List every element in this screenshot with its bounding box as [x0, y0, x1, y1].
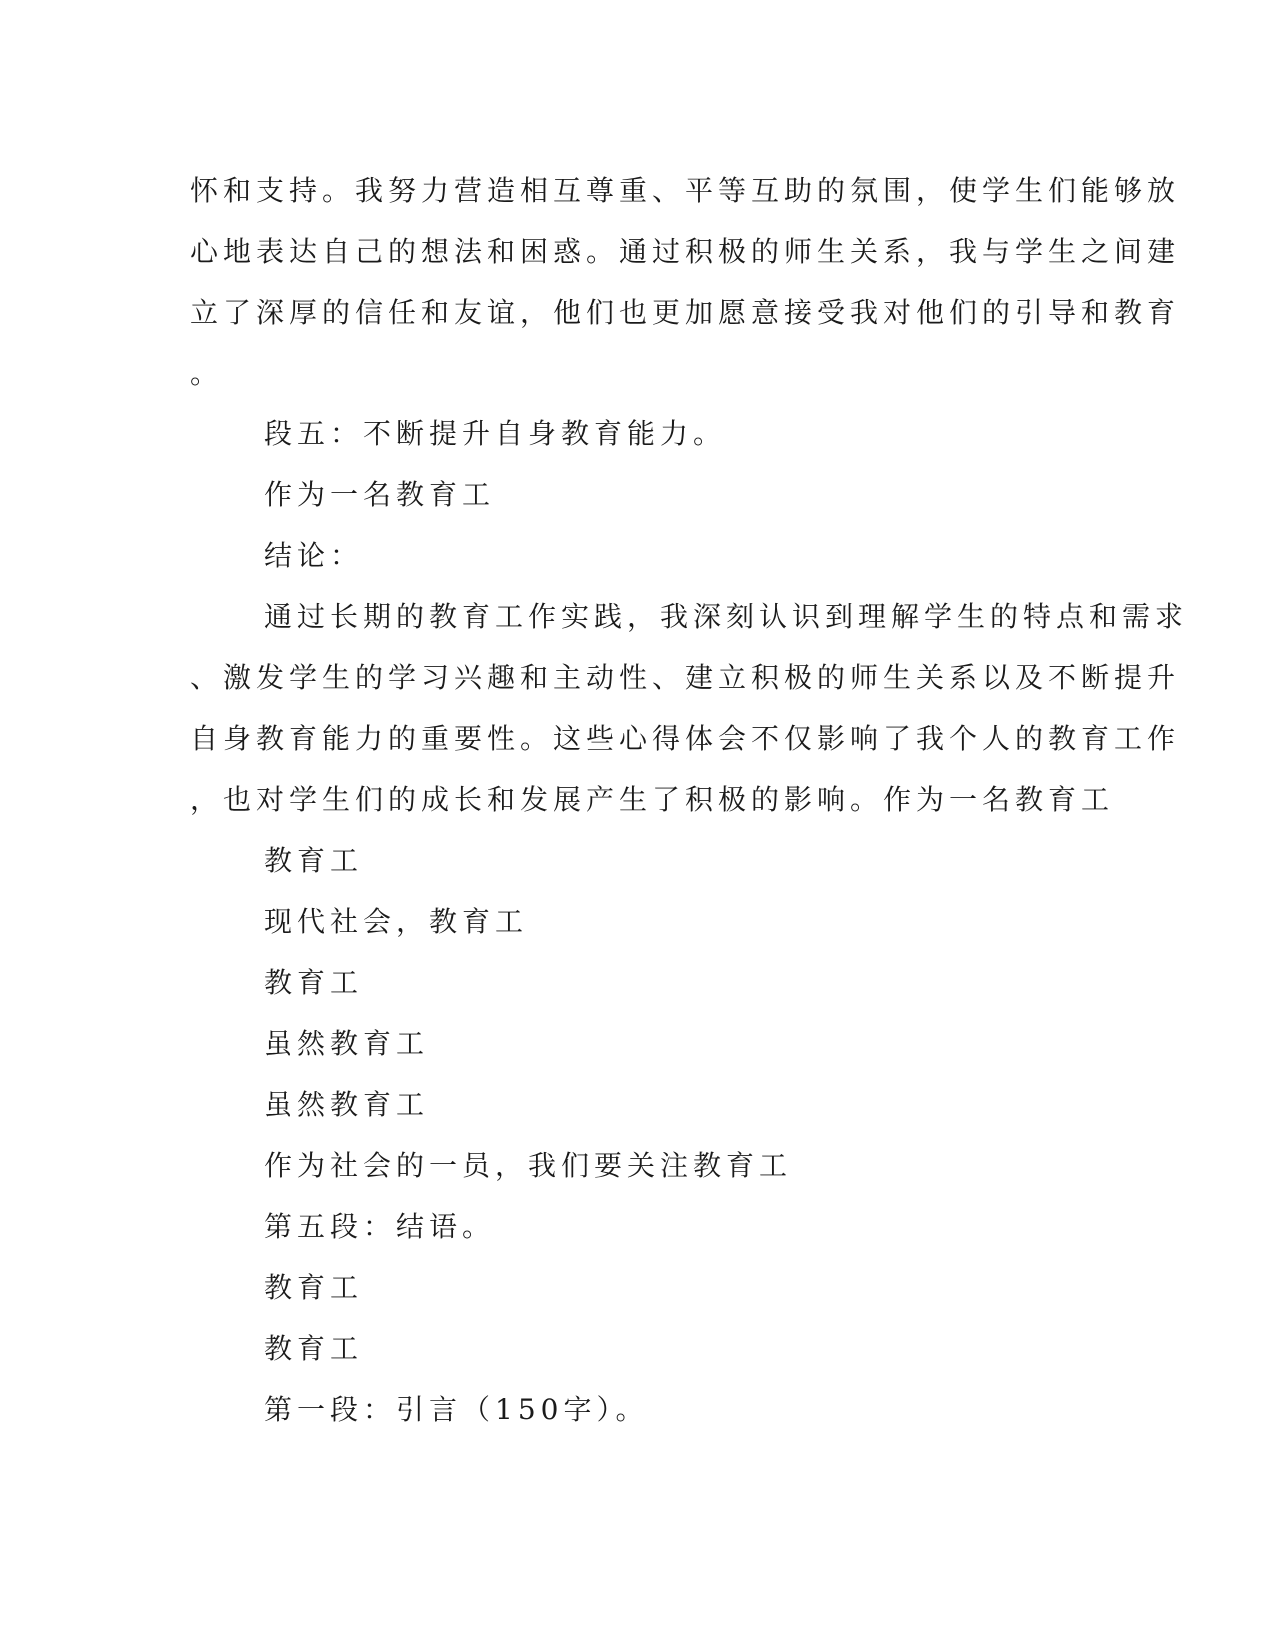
paragraph-line: 、激发学生的学习兴趣和主动性、建立积极的师生关系以及不断提升 [190, 661, 1181, 694]
paragraph-line: 作为社会的一员，我们要关注教育工 [264, 1149, 793, 1182]
paragraph-line: 教育工 [264, 1271, 364, 1304]
paragraph-line: 教育工 [264, 844, 364, 877]
paragraph-line: 教育工 [264, 966, 364, 999]
paragraph-line: 现代社会，教育工 [264, 905, 529, 938]
paragraph-line: 心地表达自己的想法和困惑。通过积极的师生关系，我与学生之间建 [190, 235, 1181, 268]
section-heading: 段五：不断提升自身教育能力。 [264, 417, 727, 450]
paragraph-line: 立了深厚的信任和友谊，他们也更加愿意接受我对他们的引导和教育 [190, 296, 1181, 329]
paragraph-line: 怀和支持。我努力营造相互尊重、平等互助的氛围，使学生们能够放 [190, 174, 1181, 207]
paragraph-line: 教育工 [264, 1332, 364, 1365]
paragraph-line: 作为一名教育工 [264, 478, 496, 511]
section-heading: 第五段：结语。 [264, 1210, 496, 1243]
paragraph-line: 。 [190, 357, 224, 390]
paragraph-line: ，也对学生们的成长和发展产生了积极的影响。作为一名教育工 [190, 783, 1115, 816]
paragraph-line: 自身教育能力的重要性。这些心得体会不仅影响了我个人的教育工作 [190, 722, 1181, 755]
paragraph-line: 虽然教育工 [264, 1088, 430, 1121]
paragraph-line: 虽然教育工 [264, 1027, 430, 1060]
section-heading: 结论： [264, 539, 364, 572]
section-heading: 第一段：引言（150字）。 [264, 1393, 649, 1426]
paragraph-line: 通过长期的教育工作实践，我深刻认识到理解学生的特点和需求 [264, 600, 1189, 633]
